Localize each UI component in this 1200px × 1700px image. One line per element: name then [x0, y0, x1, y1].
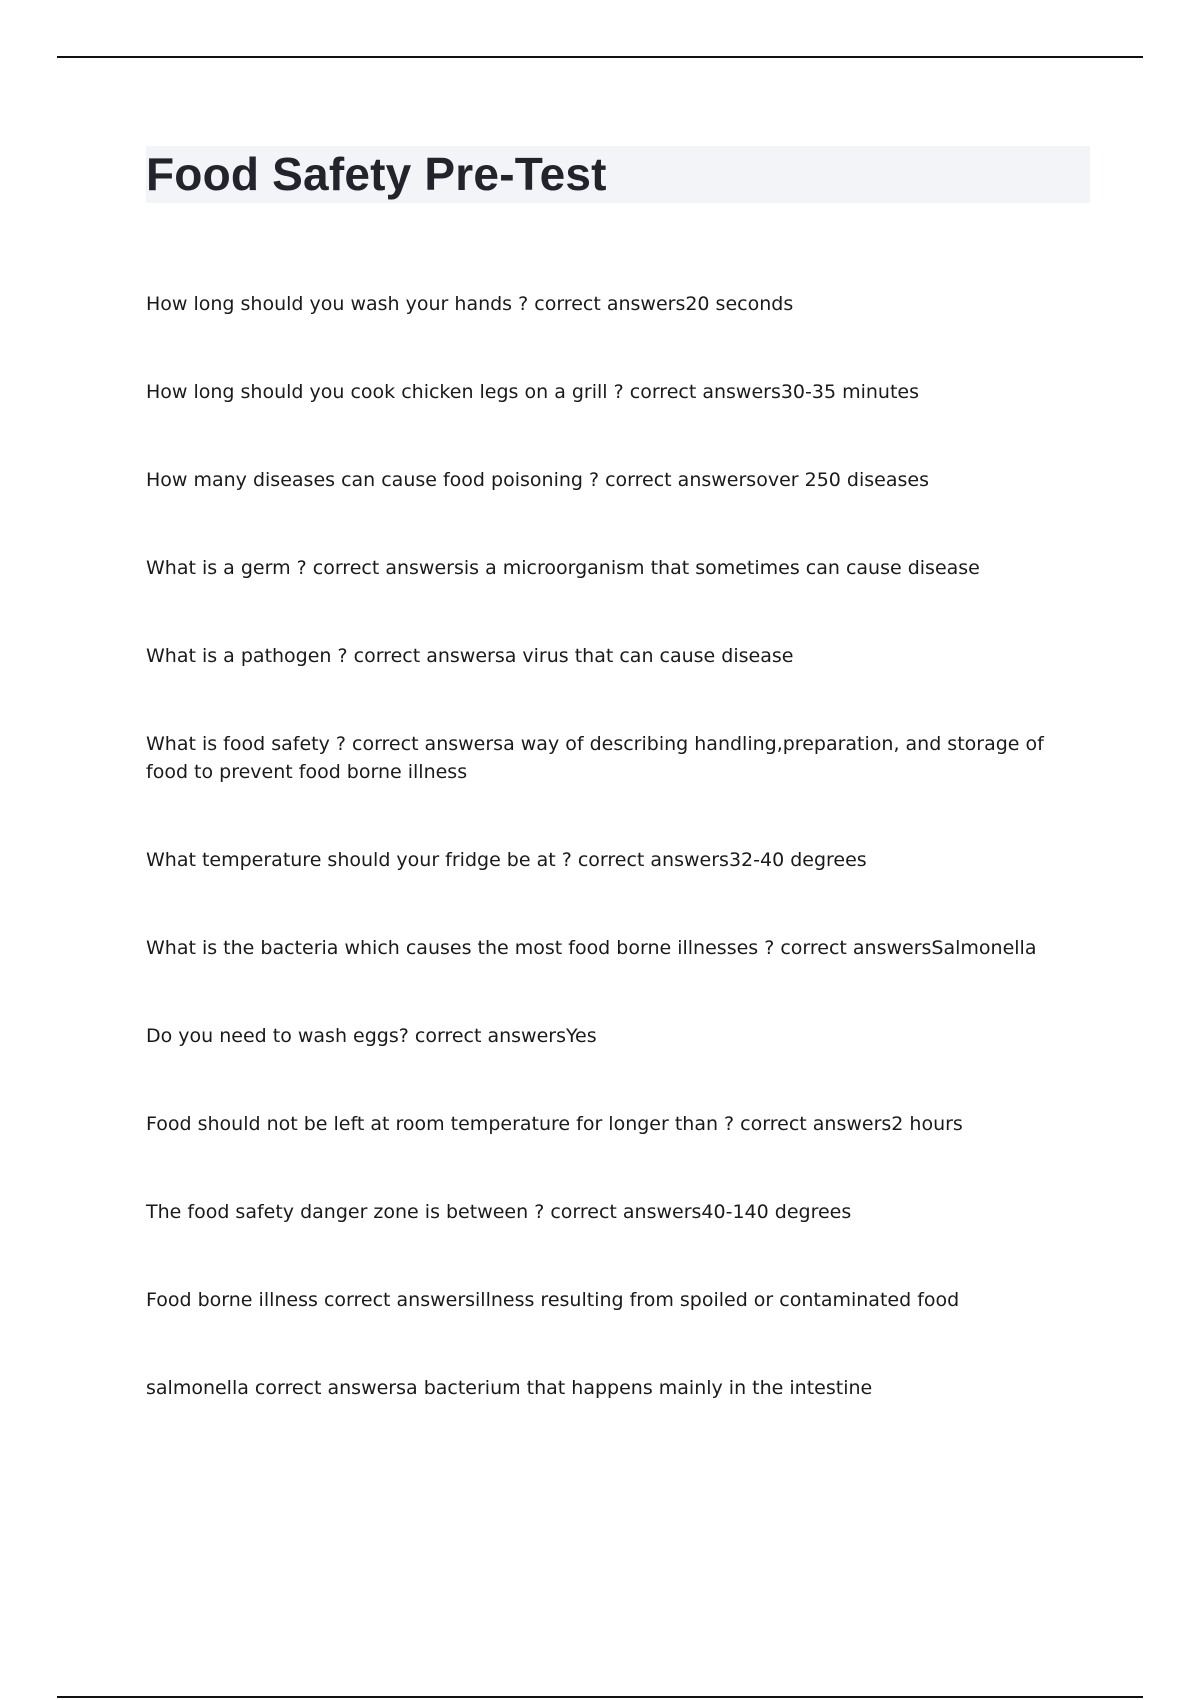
top-divider [57, 56, 1143, 58]
qa-item: What is the bacteria which causes the most food borne illnesses ? correct answersSalmonella [146, 937, 1037, 959]
qa-item: What temperature should your fridge be at ? correct answers32-40 degrees [146, 849, 867, 871]
qa-item: Food borne illness correct answersillness resulting from spoiled or contaminated food [146, 1289, 960, 1311]
qa-item: What is a pathogen ? correct answersa virus that can cause disease [146, 645, 794, 667]
qa-item: What is a germ ? correct answersis a microorganism that sometimes can cause disease [146, 557, 980, 579]
qa-item: How long should you cook chicken legs on a grill ? correct answers30-35 minutes [146, 381, 919, 403]
qa-item: How many diseases can cause food poisoning ? correct answersover 250 diseases [146, 469, 929, 491]
qa-item: The food safety danger zone is between ? correct answers40-140 degrees [146, 1201, 852, 1223]
page-title: Food Safety Pre-Test [146, 148, 607, 200]
bottom-divider [57, 1696, 1143, 1698]
qa-item: Do you need to wash eggs? correct answersYes [146, 1025, 597, 1047]
question-answer-list [146, 290, 1076, 1462]
qa-item: Food should not be left at room temperature for longer than ? correct answers2 hours [146, 1113, 963, 1135]
qa-item: salmonella correct answersa bacterium that happens mainly in the intestine [146, 1377, 873, 1399]
qa-item: How long should you wash your hands ? correct answers20 seconds [146, 293, 794, 315]
qa-item: What is food safety ? correct answersa way of describing handling,preparation, and storage of food to prevent food borne illness [146, 733, 1044, 783]
